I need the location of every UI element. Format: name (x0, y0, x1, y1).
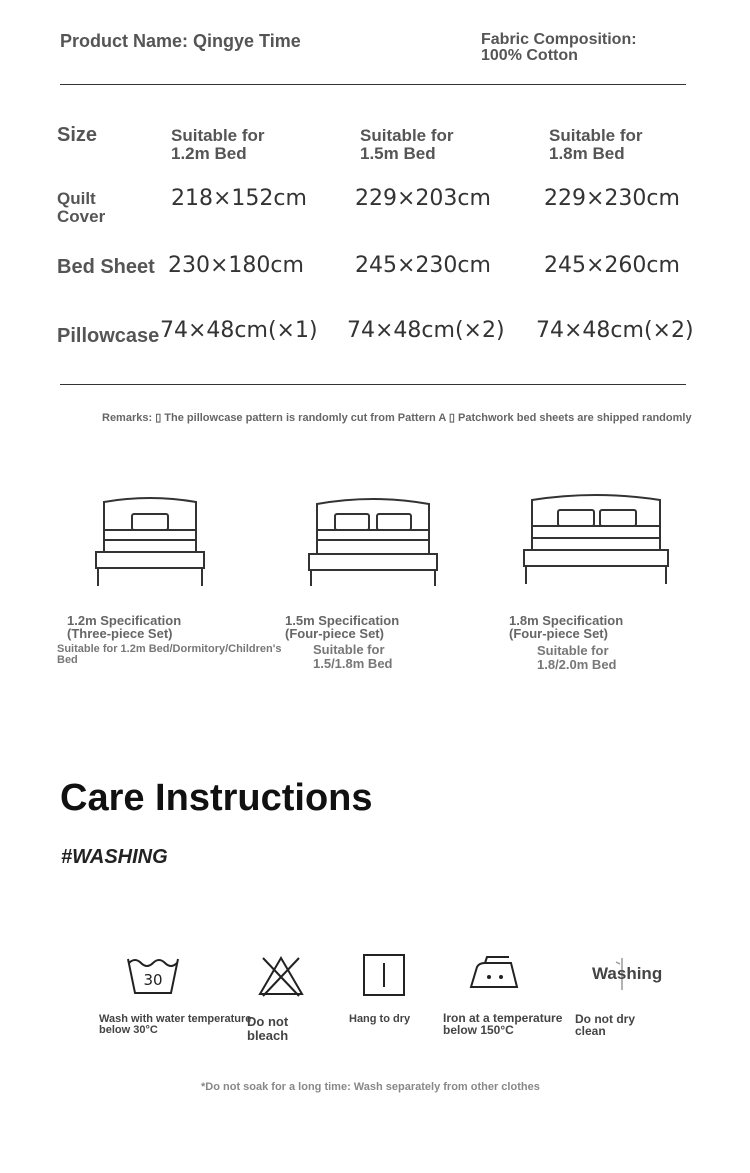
spec-1-5m-title: 1.5m Specification (Four-piece Set) (285, 613, 400, 641)
bed-sheet-1-8m: 245×260cm (544, 253, 680, 278)
hang-dry-icon (363, 954, 405, 996)
bed-1-2m-icon (94, 494, 206, 588)
washing-subtitle: #WASHING (61, 846, 168, 868)
bed-1-5m-icon (307, 496, 439, 588)
washing-icon-label: Washing (592, 964, 663, 983)
iron-caption: Iron at a temperature below 150°C (443, 1011, 563, 1037)
hang-dry-caption: Hang to dry (349, 1013, 411, 1025)
quilt-cover-1-8m: 229×230cm (544, 186, 680, 211)
product-name: Product Name: Qingye Time (60, 31, 301, 51)
divider-bottom (60, 384, 686, 385)
remarks: Remarks: ▯ The pillowcase pattern is randomly cut from Pattern A ▯ Patchwork bed sheets are shipped randomly (102, 412, 692, 424)
column-header-1-8m: Suitable for 1.8m Bed (549, 126, 643, 163)
no-bleach-caption: Do not bleach (247, 1014, 289, 1043)
spec-1-8m-title: 1.8m Specification (Four-piece Set) (509, 613, 624, 641)
size-label: Size (57, 124, 98, 146)
spec-1-2m-title: 1.2m Specification (Three-piece Set) (67, 613, 182, 641)
bed-sheet-1-2m: 230×180cm (168, 253, 304, 278)
divider-top (60, 84, 686, 85)
row-label-pillowcase: Pillowcase (57, 325, 160, 347)
pillowcase-1-5m: 74×48cm(×2) (347, 318, 505, 343)
fabric-composition: Fabric Composition: 100% Cotton (481, 31, 637, 64)
pillowcase-1-2m: 74×48cm(×1) (160, 318, 318, 343)
quilt-cover-1-2m: 218×152cm (171, 186, 307, 211)
no-bleach-icon (257, 954, 305, 998)
spec-1-2m-suitable: Suitable for 1.2m Bed/Dormitory/Children's Bed (57, 643, 282, 666)
iron-icon (469, 955, 521, 991)
wash-caption: Wash with water temperature below 30°C (99, 1013, 252, 1036)
care-instructions-title: Care Instructions (60, 777, 373, 819)
wash-temperature-text: 30 (143, 971, 163, 989)
bed-sheet-1-5m: 245×230cm (355, 253, 491, 278)
pillowcase-1-8m: 74×48cm(×2) (536, 318, 694, 343)
column-header-1-5m: Suitable for 1.5m Bed (360, 126, 454, 163)
column-header-1-2m: Suitable for 1.2m Bed (171, 126, 265, 163)
wash-30-icon (125, 953, 181, 995)
spec-1-8m-suitable: Suitable for 1.8/2.0m Bed (537, 643, 617, 672)
spec-1-5m-suitable: Suitable for 1.5/1.8m Bed (313, 642, 393, 671)
soak-note: *Do not soak for a long time: Wash separately from other clothes (201, 1081, 540, 1093)
row-label-quilt-cover: Quilt Cover (57, 189, 106, 226)
dry-clean-caption: Do not dry clean (575, 1012, 635, 1038)
row-label-bed-sheet: Bed Sheet (57, 256, 155, 278)
bed-1-8m-icon (522, 492, 670, 586)
quilt-cover-1-5m: 229×203cm (355, 186, 491, 211)
